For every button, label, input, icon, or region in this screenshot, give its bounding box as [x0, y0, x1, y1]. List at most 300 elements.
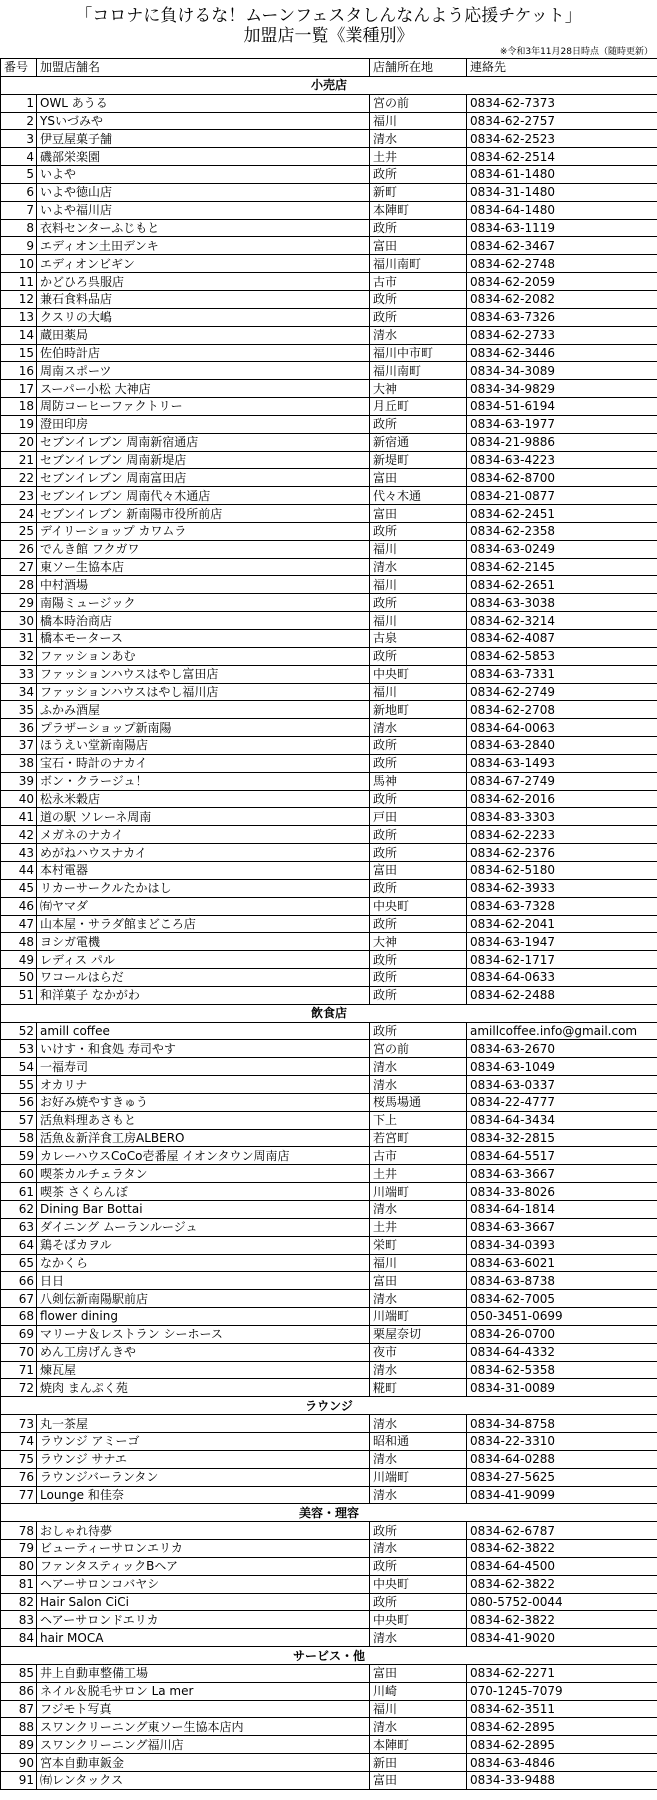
- cell-contact: 0834-22-3310: [467, 1432, 657, 1450]
- cell-number: 49: [1, 951, 37, 969]
- table-row: [1, 1236, 657, 1254]
- cell-store-name: 中村酒場: [37, 576, 370, 594]
- table-row: [1, 1682, 657, 1700]
- cell-number: 37: [1, 737, 37, 755]
- cell-location: 中央町: [370, 665, 467, 683]
- table-row: [1, 1308, 657, 1326]
- cell-contact: 0834-34-0393: [467, 1236, 657, 1254]
- cell-contact: 0834-27-5625: [467, 1468, 657, 1486]
- table-row: [1, 576, 657, 594]
- cell-location: 大神: [370, 933, 467, 951]
- cell-contact: 0834-62-1717: [467, 951, 657, 969]
- cell-location: 清水: [370, 1415, 467, 1433]
- table-row: [1, 808, 657, 826]
- cell-contact: 0834-63-7328: [467, 897, 657, 915]
- table-header-row: [1, 59, 657, 77]
- cell-contact: 0834-62-5180: [467, 861, 657, 879]
- cell-number: 33: [1, 665, 37, 683]
- title-line-2: 加盟店一覧《業種別》: [243, 26, 414, 46]
- table-row: [1, 1415, 657, 1433]
- table-row: [1, 719, 657, 737]
- table-row: [1, 1379, 657, 1397]
- cell-location: 福川: [370, 1700, 467, 1718]
- table-row: [1, 1022, 657, 1040]
- cell-number: 23: [1, 487, 37, 505]
- cell-contact: 0834-63-6021: [467, 1254, 657, 1272]
- table-row: [1, 1772, 657, 1790]
- table-row: [1, 1557, 657, 1575]
- cell-number: 50: [1, 969, 37, 987]
- header-contact: 連絡先: [467, 59, 657, 77]
- cell-store-name: OWL あうる: [37, 94, 370, 112]
- cell-store-name: 周防コーヒーファクトリー: [37, 398, 370, 416]
- cell-location: 清水: [370, 1450, 467, 1468]
- table-row: [1, 861, 657, 879]
- table-row: [1, 754, 657, 772]
- cell-contact: 0834-64-4332: [467, 1343, 657, 1361]
- cell-location: 中央町: [370, 897, 467, 915]
- table-row: [1, 951, 657, 969]
- table-row: [1, 1664, 657, 1682]
- cell-contact: 0834-64-4500: [467, 1557, 657, 1575]
- cell-location: 福川: [370, 540, 467, 558]
- title-line-1: 「コロナに負けるな！ムーンフェスタしんなんよう応援チケット」: [75, 6, 582, 26]
- cell-store-name: 衣料センターふじもと: [37, 219, 370, 237]
- cell-contact: 0834-63-0249: [467, 540, 657, 558]
- store-table: [0, 58, 657, 1790]
- cell-location: 新町: [370, 183, 467, 201]
- category-row: [1, 1004, 657, 1022]
- cell-number: 4: [1, 148, 37, 166]
- cell-location: 清水: [370, 1361, 467, 1379]
- table-row: [1, 273, 657, 291]
- cell-location: 土井: [370, 1218, 467, 1236]
- cell-location: 富田: [370, 861, 467, 879]
- cell-store-name: 宝石・時計のナカイ: [37, 754, 370, 772]
- cell-contact: 050-3451-0699: [467, 1308, 657, 1326]
- cell-location: 清水: [370, 1540, 467, 1558]
- category-label: ラウンジ: [1, 1397, 657, 1415]
- cell-number: 64: [1, 1236, 37, 1254]
- table-row: [1, 201, 657, 219]
- cell-location: 政所: [370, 166, 467, 184]
- cell-store-name: ラウンジ サナエ: [37, 1450, 370, 1468]
- cell-location: 昭和通: [370, 1432, 467, 1450]
- table-row: [1, 344, 657, 362]
- cell-number: 39: [1, 772, 37, 790]
- cell-store-name: ファッションあむ: [37, 647, 370, 665]
- cell-contact: 0834-63-7331: [467, 665, 657, 683]
- cell-store-name: ほうえい堂新南陽店: [37, 737, 370, 755]
- cell-number: 54: [1, 1058, 37, 1076]
- cell-number: 70: [1, 1343, 37, 1361]
- cell-store-name: 八剣伝新南陽駅前店: [37, 1290, 370, 1308]
- cell-contact: 0834-62-2016: [467, 790, 657, 808]
- cell-store-name: セブンイレブン 周南富田店: [37, 469, 370, 487]
- table-row: [1, 1343, 657, 1361]
- cell-contact: 0834-62-2488: [467, 986, 657, 1004]
- category-label: 小売店: [1, 76, 657, 94]
- cell-store-name: マリーナ＆レストラン シーホース: [37, 1325, 370, 1343]
- cell-location: 富田: [370, 469, 467, 487]
- cell-number: 59: [1, 1147, 37, 1165]
- cell-location: 政所: [370, 951, 467, 969]
- cell-number: 36: [1, 719, 37, 737]
- cell-number: 72: [1, 1379, 37, 1397]
- cell-store-name: amill coffee: [37, 1022, 370, 1040]
- cell-store-name: 橋本モータース: [37, 630, 370, 648]
- cell-number: 17: [1, 380, 37, 398]
- cell-store-name: おしゃれ待夢: [37, 1522, 370, 1540]
- cell-location: 政所: [370, 754, 467, 772]
- cell-store-name: 南陽ミュージック: [37, 594, 370, 612]
- cell-number: 46: [1, 897, 37, 915]
- table-row: [1, 94, 657, 112]
- cell-location: 政所: [370, 737, 467, 755]
- cell-store-name: いよや: [37, 166, 370, 184]
- cell-contact: 0834-22-4777: [467, 1093, 657, 1111]
- cell-number: 41: [1, 808, 37, 826]
- category-row: [1, 1504, 657, 1522]
- cell-contact: 0834-62-3467: [467, 237, 657, 255]
- cell-store-name: 橋本時治商店: [37, 612, 370, 630]
- cell-number: 77: [1, 1486, 37, 1504]
- table-row: [1, 647, 657, 665]
- cell-number: 28: [1, 576, 37, 594]
- cell-store-name: 宮本自動車鈑金: [37, 1754, 370, 1772]
- cell-contact: 0834-62-5853: [467, 647, 657, 665]
- cell-number: 87: [1, 1700, 37, 1718]
- cell-location: 代々木通: [370, 487, 467, 505]
- table-row: [1, 505, 657, 523]
- table-row: [1, 451, 657, 469]
- table-row: [1, 1593, 657, 1611]
- cell-store-name: でんき館 フクガワ: [37, 540, 370, 558]
- cell-contact: 0834-64-3434: [467, 1111, 657, 1129]
- cell-contact: 0834-62-2358: [467, 522, 657, 540]
- cell-number: 20: [1, 433, 37, 451]
- cell-store-name: ラウンジ アミーゴ: [37, 1432, 370, 1450]
- table-row: [1, 558, 657, 576]
- cell-store-name: 活魚＆新洋食工房ALBERO: [37, 1129, 370, 1147]
- cell-location: 政所: [370, 969, 467, 987]
- cell-number: 55: [1, 1076, 37, 1094]
- cell-number: 86: [1, 1682, 37, 1700]
- cell-location: 政所: [370, 1522, 467, 1540]
- table-row: [1, 1629, 657, 1647]
- cell-contact: 0834-62-2748: [467, 255, 657, 273]
- cell-store-name: セブンイレブン 周南代々木通店: [37, 487, 370, 505]
- cell-location: 政所: [370, 790, 467, 808]
- cell-number: 48: [1, 933, 37, 951]
- cell-store-name: Dining Bar Bottai: [37, 1201, 370, 1219]
- cell-store-name: 鶏そばカヲル: [37, 1236, 370, 1254]
- cell-contact: 0834-63-1049: [467, 1058, 657, 1076]
- cell-location: 川端町: [370, 1183, 467, 1201]
- cell-location: 政所: [370, 1557, 467, 1575]
- cell-store-name: ネイル＆脱毛サロン La mer: [37, 1682, 370, 1700]
- cell-store-name: ヘアーサロンコバヤシ: [37, 1575, 370, 1593]
- cell-store-name: ふかみ酒屋: [37, 701, 370, 719]
- cell-number: 89: [1, 1736, 37, 1754]
- cell-contact: 0834-62-2523: [467, 130, 657, 148]
- cell-contact: 0834-61-1480: [467, 166, 657, 184]
- cell-location: 政所: [370, 826, 467, 844]
- cell-number: 9: [1, 237, 37, 255]
- cell-store-name: めがねハウスナカイ: [37, 844, 370, 862]
- cell-location: 宮の前: [370, 94, 467, 112]
- cell-location: 清水: [370, 1201, 467, 1219]
- cell-store-name: プラザーショップ新南陽: [37, 719, 370, 737]
- table-row: [1, 844, 657, 862]
- cell-contact: 0834-62-2757: [467, 112, 657, 130]
- cell-location: 清水: [370, 1290, 467, 1308]
- cell-store-name: Lounge 和佳奈: [37, 1486, 370, 1504]
- cell-contact: 0834-31-0089: [467, 1379, 657, 1397]
- category-label: 美容・理容: [1, 1504, 657, 1522]
- cell-location: 福川南町: [370, 255, 467, 273]
- cell-store-name: セブンイレブン 新南陽市役所前店: [37, 505, 370, 523]
- cell-number: 24: [1, 505, 37, 523]
- cell-store-name: セブンイレブン 周南新宿通店: [37, 433, 370, 451]
- cell-location: 古泉: [370, 630, 467, 648]
- cell-number: 56: [1, 1093, 37, 1111]
- cell-number: 2: [1, 112, 37, 130]
- cell-location: 新堤町: [370, 451, 467, 469]
- cell-location: 福川: [370, 112, 467, 130]
- cell-number: 88: [1, 1718, 37, 1736]
- cell-store-name: 一福寿司: [37, 1058, 370, 1076]
- cell-number: 40: [1, 790, 37, 808]
- header-location: 店舗所在地: [370, 59, 467, 77]
- update-note: ※令和3年11月28日時点（随時更新）: [499, 47, 653, 57]
- cell-location: 新宿通: [370, 433, 467, 451]
- cell-number: 85: [1, 1664, 37, 1682]
- category-row: [1, 1647, 657, 1665]
- cell-number: 45: [1, 879, 37, 897]
- cell-number: 91: [1, 1772, 37, 1790]
- cell-location: 若宮町: [370, 1129, 467, 1147]
- cell-number: 83: [1, 1611, 37, 1629]
- cell-store-name: デイリーショップ カワムラ: [37, 522, 370, 540]
- cell-number: 58: [1, 1129, 37, 1147]
- cell-location: 富田: [370, 1272, 467, 1290]
- category-label: 飲食店: [1, 1004, 657, 1022]
- cell-number: 10: [1, 255, 37, 273]
- document-title: [0, 0, 657, 46]
- cell-number: 76: [1, 1468, 37, 1486]
- cell-store-name: かどひろ呉服店: [37, 273, 370, 291]
- table-row: [1, 1183, 657, 1201]
- cell-store-name: 東ソー生協本店: [37, 558, 370, 576]
- cell-store-name: ファッションハウスはやし福川店: [37, 683, 370, 701]
- cell-number: 7: [1, 201, 37, 219]
- table-row: [1, 1272, 657, 1290]
- cell-contact: 0834-62-7373: [467, 94, 657, 112]
- header-number: 番号: [1, 59, 37, 77]
- table-row: [1, 540, 657, 558]
- cell-number: 62: [1, 1201, 37, 1219]
- cell-number: 61: [1, 1183, 37, 1201]
- cell-number: 52: [1, 1022, 37, 1040]
- cell-number: 82: [1, 1593, 37, 1611]
- cell-store-name: ファンタスティックBヘア: [37, 1557, 370, 1575]
- cell-location: 清水: [370, 1718, 467, 1736]
- cell-location: 清水: [370, 1058, 467, 1076]
- cell-number: 63: [1, 1218, 37, 1236]
- cell-number: 74: [1, 1432, 37, 1450]
- cell-contact: 0834-63-2840: [467, 737, 657, 755]
- cell-location: 桜馬場通: [370, 1093, 467, 1111]
- cell-contact: 0834-62-2059: [467, 273, 657, 291]
- table-row: [1, 362, 657, 380]
- cell-store-name: ㈲ヤマダ: [37, 897, 370, 915]
- cell-location: 清水: [370, 130, 467, 148]
- cell-number: 80: [1, 1557, 37, 1575]
- cell-store-name: メガネのナカイ: [37, 826, 370, 844]
- table-row: [1, 790, 657, 808]
- cell-store-name: 煉瓦屋: [37, 1361, 370, 1379]
- cell-number: 25: [1, 522, 37, 540]
- table-row: [1, 915, 657, 933]
- table-row: [1, 1754, 657, 1772]
- cell-store-name: ダイニング ムーランルージュ: [37, 1218, 370, 1236]
- cell-number: 13: [1, 308, 37, 326]
- table-row: [1, 1218, 657, 1236]
- cell-location: 夜市: [370, 1343, 467, 1361]
- cell-location: 清水: [370, 1076, 467, 1094]
- table-row: [1, 1736, 657, 1754]
- cell-location: 清水: [370, 1486, 467, 1504]
- cell-number: 29: [1, 594, 37, 612]
- table-row: [1, 308, 657, 326]
- cell-store-name: 松永米穀店: [37, 790, 370, 808]
- cell-location: 政所: [370, 915, 467, 933]
- cell-number: 26: [1, 540, 37, 558]
- cell-store-name: 日日: [37, 1272, 370, 1290]
- cell-contact: 0834-62-2733: [467, 326, 657, 344]
- table-row: [1, 1093, 657, 1111]
- cell-store-name: ヘアーサロンドエリカ: [37, 1611, 370, 1629]
- table-row: [1, 237, 657, 255]
- cell-store-name: ラウンジバーランタン: [37, 1468, 370, 1486]
- cell-location: 糀町: [370, 1379, 467, 1397]
- cell-location: 川端町: [370, 1468, 467, 1486]
- cell-location: 福川: [370, 683, 467, 701]
- cell-location: 大神: [370, 380, 467, 398]
- table-row: [1, 879, 657, 897]
- cell-location: 宮の前: [370, 1040, 467, 1058]
- cell-location: 古市: [370, 1147, 467, 1165]
- cell-location: 福川: [370, 612, 467, 630]
- table-row: [1, 594, 657, 612]
- cell-number: 78: [1, 1522, 37, 1540]
- table-row: [1, 826, 657, 844]
- table-row: [1, 380, 657, 398]
- cell-location: 清水: [370, 1629, 467, 1647]
- cell-location: 土井: [370, 148, 467, 166]
- cell-location: 川崎: [370, 1682, 467, 1700]
- cell-store-name: flower dining: [37, 1308, 370, 1326]
- table-row: [1, 1254, 657, 1272]
- cell-contact: 0834-64-1814: [467, 1201, 657, 1219]
- cell-location: 政所: [370, 219, 467, 237]
- table-row: [1, 398, 657, 416]
- cell-number: 81: [1, 1575, 37, 1593]
- table-row: [1, 130, 657, 148]
- cell-location: 政所: [370, 290, 467, 308]
- cell-store-name: 道の駅 ソレーネ周南: [37, 808, 370, 826]
- cell-number: 11: [1, 273, 37, 291]
- table-row: [1, 683, 657, 701]
- cell-store-name: お好み焼やすきゅう: [37, 1093, 370, 1111]
- cell-location: 清水: [370, 719, 467, 737]
- cell-number: 6: [1, 183, 37, 201]
- cell-store-name: 蔵田薬局: [37, 326, 370, 344]
- cell-contact: 0834-62-2895: [467, 1736, 657, 1754]
- table-row: [1, 1147, 657, 1165]
- table-row: [1, 255, 657, 273]
- cell-location: 富田: [370, 1772, 467, 1790]
- cell-location: 本陣町: [370, 201, 467, 219]
- cell-number: 73: [1, 1415, 37, 1433]
- cell-contact: 0834-31-1480: [467, 183, 657, 201]
- cell-location: 政所: [370, 594, 467, 612]
- cell-number: 34: [1, 683, 37, 701]
- table-row: [1, 415, 657, 433]
- cell-number: 32: [1, 647, 37, 665]
- cell-contact: 0834-63-8738: [467, 1272, 657, 1290]
- cell-location: 栗屋奈切: [370, 1325, 467, 1343]
- cell-store-name: ㈲レンタックス: [37, 1772, 370, 1790]
- cell-number: 67: [1, 1290, 37, 1308]
- cell-number: 18: [1, 398, 37, 416]
- cell-number: 8: [1, 219, 37, 237]
- cell-location: 政所: [370, 522, 467, 540]
- table-row: [1, 1611, 657, 1629]
- cell-contact: 0834-64-5517: [467, 1147, 657, 1165]
- cell-store-name: オカリナ: [37, 1076, 370, 1094]
- cell-number: 57: [1, 1111, 37, 1129]
- table-row: [1, 772, 657, 790]
- cell-store-name: 和洋菓子 なかがわ: [37, 986, 370, 1004]
- table-row: [1, 897, 657, 915]
- cell-contact: 0834-34-8758: [467, 1415, 657, 1433]
- cell-location: 福川中市町: [370, 344, 467, 362]
- cell-store-name: 伊豆屋菓子舗: [37, 130, 370, 148]
- cell-store-name: 佐伯時計店: [37, 344, 370, 362]
- table-row: [1, 1575, 657, 1593]
- table-row: [1, 1700, 657, 1718]
- cell-location: 富田: [370, 1664, 467, 1682]
- cell-contact: 0834-62-2451: [467, 505, 657, 523]
- cell-store-name: hair MOCA: [37, 1629, 370, 1647]
- cell-number: 53: [1, 1040, 37, 1058]
- table-row: [1, 933, 657, 951]
- cell-store-name: 活魚料理あさもと: [37, 1111, 370, 1129]
- cell-location: 戸田: [370, 808, 467, 826]
- cell-number: 5: [1, 166, 37, 184]
- cell-contact: 0834-63-1947: [467, 933, 657, 951]
- cell-contact: 0834-33-8026: [467, 1183, 657, 1201]
- cell-number: 75: [1, 1450, 37, 1468]
- table-row: [1, 665, 657, 683]
- cell-store-name: 澄田印房: [37, 415, 370, 433]
- table-row: [1, 612, 657, 630]
- table-row: [1, 469, 657, 487]
- cell-number: 79: [1, 1540, 37, 1558]
- cell-contact: 0834-62-3511: [467, 1700, 657, 1718]
